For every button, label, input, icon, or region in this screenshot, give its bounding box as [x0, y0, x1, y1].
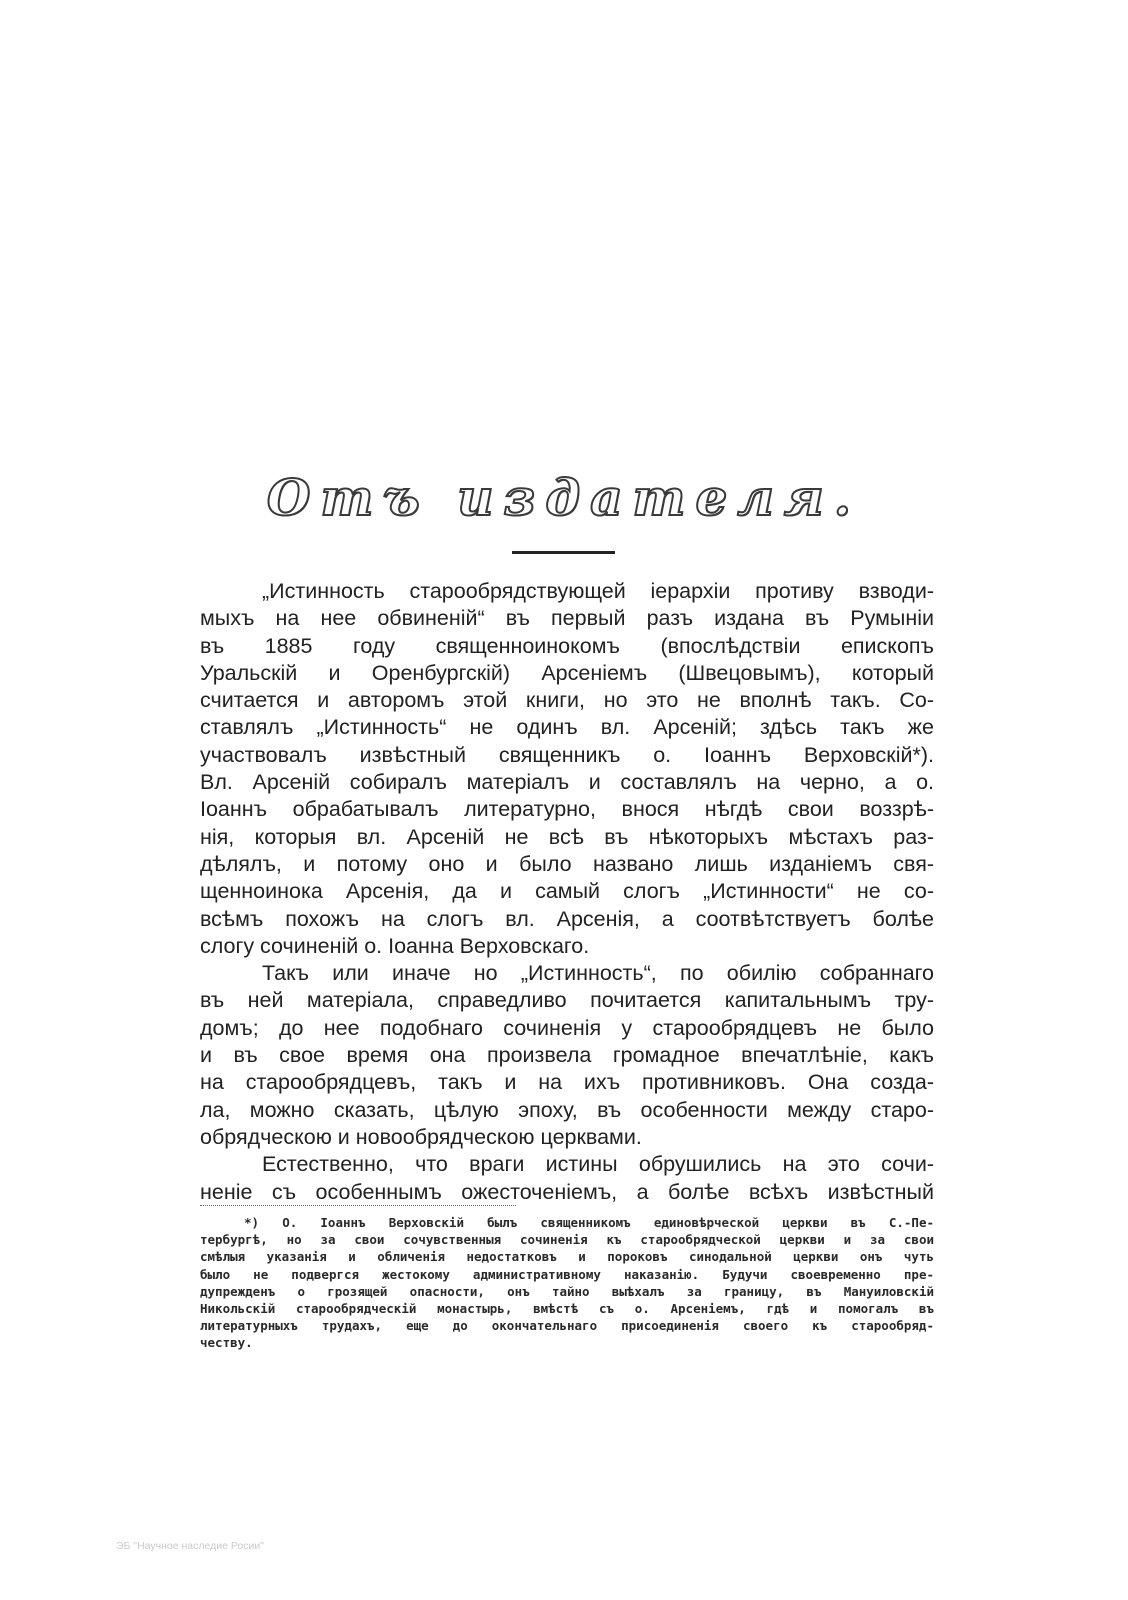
text-line: слогу сочиненій о. Іоанна Верховскаго. — [200, 933, 590, 958]
text-line: считается и авторомъ этой книги, но это не вполнѣ такъ. Со- — [200, 688, 934, 713]
footnote-separator — [200, 1205, 516, 1206]
text-line: мыхъ на нее обвиненій“ въ первый разъ издана въ Румыніи — [200, 606, 934, 631]
text-line: Вл. Арсеній собиралъ матеріалъ и составлялъ на черно, а о. — [200, 770, 934, 795]
text-line: ла, можно сказать, цѣлую эпоху, въ особенности между старо- — [200, 1097, 934, 1122]
paragraph-3 — [200, 1151, 934, 1206]
footnote-line: дупрежденъ о грозящей опасности, онъ тайно выѣхалъ за границу, въ Мануиловскій — [200, 1283, 934, 1299]
text-line: всѣмъ похожъ на слогъ вл. Арсенія, а соотвѣтствуетъ болѣе — [200, 906, 934, 931]
footnote — [200, 1214, 934, 1352]
text-line: ставлялъ „Истинность“ не одинъ вл. Арсеній; здѣсь такъ же — [200, 715, 934, 740]
text-line: Іоаннъ обрабатывалъ литературно, внося нѣгдѣ свои воззрѣ- — [200, 797, 934, 822]
footnote-line: было не подвергся жестокому административному наказанію. Будучи своевременно пре- — [200, 1266, 934, 1282]
text-line: Естественно, что враги истины обрушились на это сочи- — [262, 1152, 934, 1177]
text-line: дѣлялъ, и потому оно и было названо лишь изданіемъ свя- — [200, 851, 934, 876]
body-text — [200, 578, 934, 1206]
text-line: въ 1885 году священноинокомъ (впослѣдствіи епископъ — [200, 633, 934, 658]
title-underline — [512, 551, 615, 554]
footnote-line: литературныхъ трудахъ, еще до окончательнаго присоединенія своего къ старообряд- — [200, 1318, 934, 1334]
footnote-line: честву. — [200, 1335, 253, 1351]
text-line: нія, которыя вл. Арсеній не всѣ въ нѣкоторыхъ мѣстахъ раз- — [200, 824, 934, 849]
text-line: неніе съ особеннымъ ожесточеніемъ, а болѣе всѣхъ извѣстный — [200, 1179, 934, 1204]
text-line: въ ней матеріала, справедливо почитается капитальнымъ тру- — [200, 988, 934, 1013]
paragraph-1 — [200, 578, 934, 960]
text-line: „Истинность старообрядствующей іерархіи противу взводи- — [262, 579, 934, 603]
text-line: Уральскій и Оренбургскій) Арсеніемъ (Швецовымъ), который — [200, 660, 934, 685]
text-line: домъ; до нее подобнаго сочиненія у старообрядцевъ не было — [200, 1015, 934, 1040]
text-line: участвовалъ извѣстный священникъ о. Іоаннъ Верховскій*). — [200, 742, 934, 767]
text-line: Такъ или иначе но „Истинность“, по обилію собраннаго — [262, 961, 934, 986]
footnote-line: Никольскій старообрядческій монастырь, вмѣстѣ съ о. Арсеніемъ, гдѣ и помогалъ въ — [200, 1301, 934, 1317]
text-line: на старообрядцевъ, такъ и на ихъ противниковъ. Она созда- — [200, 1070, 934, 1095]
text-line: обрядческою и новообрядческою церквами. — [200, 1124, 642, 1149]
footnote-line: смѣлыя указанія и обличенія недостатковъ и пороковъ синодальной церкви онъ чуть — [200, 1249, 934, 1265]
footnote-line: тербургѣ, но за свои сочувственныя сочиненія къ старообрядческой церкви и за свои — [200, 1232, 934, 1248]
library-watermark: ЭБ "Научное наследие Росии" — [116, 1540, 264, 1552]
footnote-line: *) О. Іоаннъ Верховскій былъ священникомъ единовѣрческой церкви въ С.-Пе- — [244, 1215, 934, 1230]
text-line: и въ свое время она произвела громадное впечатлѣніе, какъ — [200, 1043, 934, 1068]
page-title: Отъ издателя. — [266, 468, 862, 527]
text-line: щенноинока Арсенія, да и самый слогъ „Истинности“ не со- — [200, 879, 934, 904]
paragraph-2 — [200, 960, 934, 1151]
